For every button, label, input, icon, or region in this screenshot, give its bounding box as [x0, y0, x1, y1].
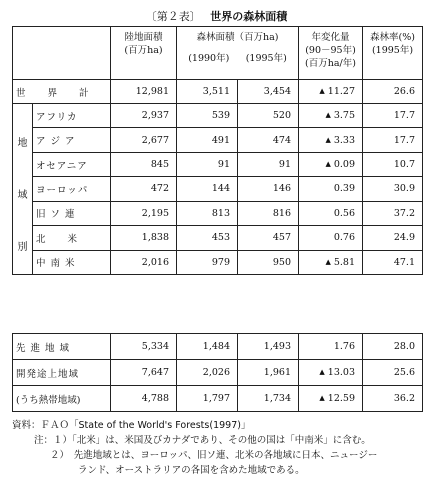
change-value: 5.81 — [333, 256, 355, 268]
cell-rate: 28.0 — [363, 334, 423, 360]
cell-change — [299, 177, 363, 201]
row-label: 世 界 計 — [13, 80, 111, 104]
header-year-1995: (1995年) — [245, 53, 287, 64]
table-title — [0, 8, 433, 24]
change-value: 12.59 — [327, 393, 355, 404]
table-row-region — [13, 250, 423, 274]
development-table — [12, 333, 423, 412]
cell-forest-1990: 453 — [177, 226, 238, 250]
change-value: 0.09 — [333, 159, 355, 171]
table-row-region — [13, 104, 423, 128]
note-1: 注：１）「北米」は、米国及びカナダであり、その他の国は「中南米」に含む。 — [34, 435, 371, 446]
header-row — [13, 27, 423, 80]
row-label: 開発途上地域 — [13, 360, 111, 386]
cell-rate: 36.2 — [363, 386, 423, 412]
cell-change — [299, 360, 363, 386]
cell-forest-1990: 491 — [177, 128, 238, 152]
cell-forest-1990: 144 — [177, 177, 238, 201]
notes-section — [12, 418, 427, 478]
header-change-label: 年変化量 — [311, 32, 350, 43]
cell-forest-1995: 474 — [238, 128, 299, 152]
cell-forest-1995: 3,454 — [238, 80, 299, 104]
change-value: 3.75 — [333, 110, 355, 122]
cell-forest-1995: 1,493 — [238, 334, 299, 360]
forest-area-table — [12, 26, 423, 275]
source-note: 資料：ＦＡＯ「State of the World's Forests(1997)」 — [12, 420, 251, 431]
row-label: アフリカ — [33, 104, 111, 128]
cell-rate: 17.7 — [363, 128, 423, 152]
cell-forest-1990: 1,797 — [177, 386, 238, 412]
table-row-region — [13, 128, 423, 152]
table-row-developing — [13, 360, 423, 386]
group-char-1: 地 — [17, 138, 28, 149]
header-land-unit: (百万ha) — [124, 45, 163, 56]
decrease-triangle-icon: ▲ — [325, 160, 331, 169]
decrease-triangle-icon: ▲ — [319, 394, 325, 402]
region-group-label — [13, 104, 33, 275]
cell-forest-1995: 1,961 — [238, 360, 299, 386]
cell-rate: 24.9 — [363, 226, 423, 250]
row-label: 北 米 — [33, 226, 111, 250]
cell-land: 5,334 — [111, 334, 177, 360]
header-forest-area — [177, 27, 299, 80]
cell-forest-1990: 3,511 — [177, 80, 238, 104]
table-row-region — [13, 201, 423, 225]
row-label: オセアニア — [33, 152, 111, 176]
cell-forest-1995: 91 — [238, 152, 299, 176]
group-char-3: 別 — [17, 242, 28, 253]
cell-forest-1995: 816 — [238, 201, 299, 225]
cell-change — [299, 226, 363, 250]
change-value: 0.39 — [333, 183, 355, 195]
cell-forest-1990: 91 — [177, 152, 238, 176]
header-rate-year: (1995年) — [371, 45, 414, 56]
table-row-region — [13, 177, 423, 201]
cell-forest-1995: 146 — [238, 177, 299, 201]
cell-land: 472 — [111, 177, 177, 201]
row-label: ヨーロッパ — [33, 177, 111, 201]
change-value: 0.76 — [333, 232, 355, 244]
cell-rate: 37.2 — [363, 201, 423, 225]
cell-land: 1,838 — [111, 226, 177, 250]
header-change-unit: (百万ha/年) — [305, 58, 356, 69]
cell-change — [299, 104, 363, 128]
change-value: 13.03 — [327, 367, 355, 378]
header-land-label: 陸地面積 — [124, 32, 163, 43]
cell-forest-1995: 520 — [238, 104, 299, 128]
decrease-triangle-icon: ▲ — [319, 87, 325, 95]
cell-rate: 26.6 — [363, 80, 423, 104]
header-forest-rate — [363, 27, 423, 80]
table-title-text: 世界の森林面積 — [210, 10, 288, 23]
cell-forest-1990: 2,026 — [177, 360, 238, 386]
cell-forest-1995: 1,734 — [238, 386, 299, 412]
cell-change — [299, 386, 363, 412]
table-row-region — [13, 226, 423, 250]
cell-forest-1990: 539 — [177, 104, 238, 128]
table-row-tropical — [13, 386, 423, 412]
cell-rate: 25.6 — [363, 360, 423, 386]
row-label: 旧 ソ 連 — [33, 201, 111, 225]
cell-change — [299, 80, 363, 104]
table-row-region — [13, 152, 423, 176]
cell-forest-1995: 950 — [238, 250, 299, 274]
cell-forest-1990: 813 — [177, 201, 238, 225]
table-row-world — [13, 80, 423, 104]
decrease-triangle-icon: ▲ — [319, 368, 325, 376]
header-change-period: (90－95年) — [305, 45, 356, 56]
header-blank — [13, 27, 111, 80]
cell-land: 2,016 — [111, 250, 177, 274]
change-value: 0.56 — [333, 207, 355, 219]
change-value: 1.76 — [333, 341, 355, 352]
cell-change — [299, 334, 363, 360]
cell-change — [299, 250, 363, 274]
decrease-triangle-icon: ▲ — [325, 111, 331, 120]
change-value: 3.33 — [333, 134, 355, 146]
group-char-2: 域 — [17, 190, 28, 201]
cell-change — [299, 201, 363, 225]
row-label: ア ジ ア — [33, 128, 111, 152]
note-2-line-1: ２） 先進地域とは、ヨーロッパ、旧ソ連、北米の各地域に日本、ニュージー — [50, 450, 378, 461]
cell-forest-1995: 457 — [238, 226, 299, 250]
cell-forest-1990: 979 — [177, 250, 238, 274]
row-label: 先 進 地 域 — [13, 334, 111, 360]
header-land-area — [111, 27, 177, 80]
cell-change — [299, 152, 363, 176]
header-rate-label: 森林率(%) — [370, 32, 415, 43]
header-year-1990: (1990年) — [188, 53, 230, 64]
decrease-triangle-icon: ▲ — [325, 135, 331, 144]
header-annual-change — [299, 27, 363, 80]
cell-rate: 30.9 — [363, 177, 423, 201]
table-number: 〔第２表〕 — [145, 10, 201, 23]
note-2-line-2: ランド、オーストラリアの各国を含めた地域である。 — [78, 465, 305, 476]
header-forest-label: 森林面積（百万ha) — [196, 32, 279, 43]
cell-land: 2,677 — [111, 128, 177, 152]
change-value: 11.27 — [327, 86, 355, 97]
cell-land: 7,647 — [111, 360, 177, 386]
cell-rate: 10.7 — [363, 152, 423, 176]
cell-change — [299, 128, 363, 152]
cell-land: 2,937 — [111, 104, 177, 128]
cell-land: 4,788 — [111, 386, 177, 412]
row-label: 中 南 米 — [33, 250, 111, 274]
cell-rate: 47.1 — [363, 250, 423, 274]
row-label: (うち熱帯地域) — [13, 386, 111, 412]
cell-rate: 17.7 — [363, 104, 423, 128]
cell-forest-1990: 1,484 — [177, 334, 238, 360]
table-row-developed — [13, 334, 423, 360]
cell-land: 2,195 — [111, 201, 177, 225]
decrease-triangle-icon: ▲ — [325, 257, 331, 266]
cell-land: 12,981 — [111, 80, 177, 104]
cell-land: 845 — [111, 152, 177, 176]
